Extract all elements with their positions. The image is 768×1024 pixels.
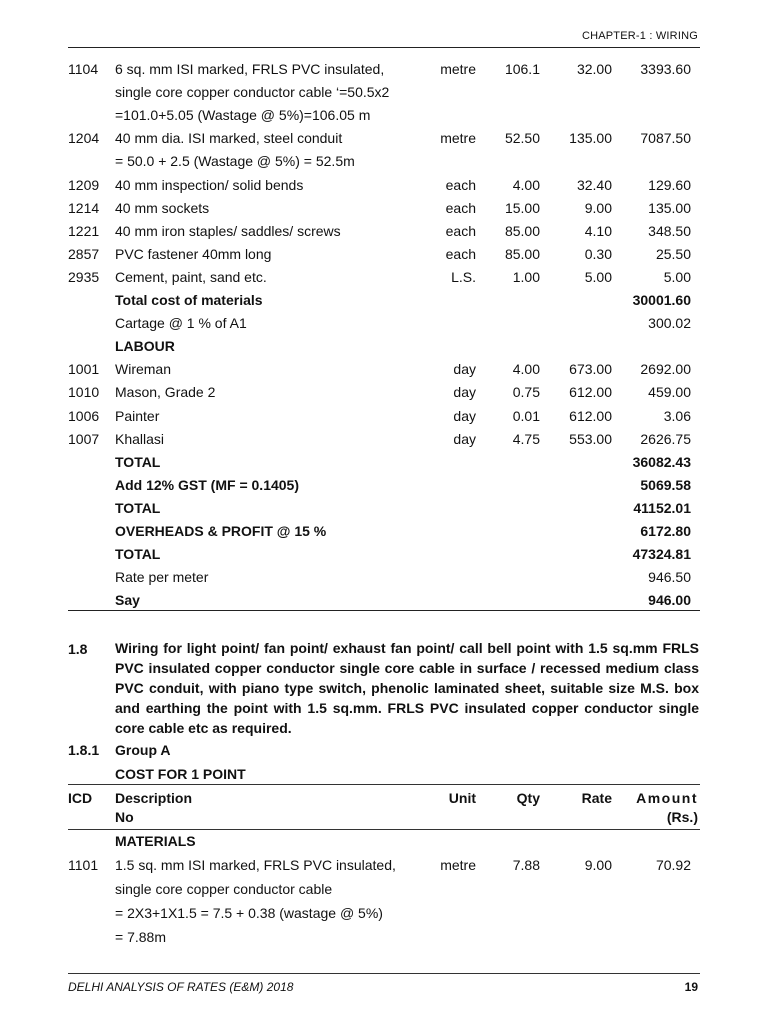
item-description: 40 mm dia. ISI marked, steel conduit: [115, 130, 343, 147]
item-rate: 553.00: [569, 430, 612, 447]
item-code: 1214: [68, 199, 100, 216]
item-amount: 300.02: [648, 315, 691, 332]
item-rate: 4.10: [584, 222, 612, 239]
table-header-bottom-rule: [68, 829, 700, 830]
item-description: 1.5 sq. mm ISI marked, FRLS PVC insulated,: [115, 857, 396, 873]
table-row: [0, 431, 768, 454]
item-description: Cement, paint, sand etc.: [115, 268, 267, 285]
item-amount: 36082.43: [632, 453, 691, 470]
col-header-amount-unit: (Rs.): [666, 809, 698, 825]
item-unit: day: [453, 384, 476, 401]
item-amount: 6172.80: [640, 523, 691, 539]
item-code: 1010: [68, 384, 100, 401]
item-rate: 9.00: [584, 199, 612, 216]
table-row: [0, 477, 768, 500]
item-rate: 9.00: [584, 857, 612, 873]
footer-title: DELHI ANALYSIS OF RATES (E&M) 2018: [68, 980, 294, 994]
item-qty: 0.75: [512, 384, 540, 401]
item-description: single core copper conductor cable ‘=50.5x2: [115, 84, 390, 101]
col-header-description: Description: [115, 790, 193, 806]
item-description: = 50.0 + 2.5 (Wastage @ 5%) = 52.5m: [115, 153, 355, 170]
item-description: =101.0+5.05 (Wastage @ 5%)=106.05 m: [115, 107, 371, 124]
item-unit: day: [453, 407, 476, 424]
item-qty: 85.00: [504, 245, 540, 262]
item-amount: 348.50: [648, 222, 691, 239]
item-code: 2935: [68, 268, 100, 285]
item-qty: 4.00: [512, 361, 540, 378]
header-rule: [68, 47, 700, 48]
table-row: [0, 500, 768, 523]
item-description: Painter: [115, 407, 160, 424]
item-amount: 946.00: [648, 592, 691, 609]
item-qty: 1.00: [512, 268, 540, 285]
table-row: [0, 857, 768, 880]
item-description: = 2X3+1X1.5 = 7.5 + 0.38 (wastage @ 5%): [115, 905, 383, 921]
item-description: 40 mm inspection/ solid bends: [115, 176, 304, 193]
table-row: [0, 130, 768, 153]
col-header-rate: Rate: [581, 790, 612, 806]
table-row: [0, 569, 768, 592]
item-description: Khallasi: [115, 430, 165, 447]
item-code: 1104: [68, 61, 99, 77]
item-description: LABOUR: [115, 338, 175, 355]
item-amount: 5069.58: [640, 476, 691, 493]
item-rate: 673.00: [569, 361, 612, 378]
item-description: TOTAL: [115, 453, 161, 470]
item-description: Say: [115, 592, 140, 609]
item-amount: 2692.00: [640, 361, 691, 378]
item-description: Add 12% GST (MF = 0.1405): [115, 476, 299, 493]
item-amount: 5.00: [663, 268, 691, 285]
item-code: 1001: [68, 361, 100, 378]
item-description: 40 mm iron staples/ saddles/ screws: [115, 222, 341, 239]
item-qty: 52.50: [504, 130, 540, 147]
item-rate: 32.40: [576, 176, 612, 193]
item-qty: 0.01: [512, 407, 540, 424]
item-qty: 85.00: [504, 222, 540, 239]
item-rate: 0.30: [584, 245, 612, 262]
item-rate: 32.00: [576, 61, 612, 77]
section-number: 1.8: [68, 641, 88, 657]
item-description: TOTAL: [115, 546, 161, 563]
table-row: [0, 315, 768, 338]
item-amount: 30001.60: [632, 292, 691, 308]
item-description: Total cost of materials: [115, 292, 263, 308]
item-amount: 129.60: [648, 176, 691, 193]
table-header-top-rule: [68, 784, 700, 785]
table-row: [0, 200, 768, 223]
item-qty: 15.00: [504, 199, 540, 216]
table-row: [0, 384, 768, 407]
item-unit: metre: [440, 857, 476, 873]
col-header-icd: ICD: [68, 790, 93, 806]
item-code: 1204: [68, 130, 100, 147]
item-description: Mason, Grade 2: [115, 384, 216, 401]
item-description: MATERIALS: [115, 833, 196, 849]
table-row: [0, 361, 768, 384]
item-description: Rate per meter: [115, 569, 209, 586]
item-amount: 946.50: [648, 569, 691, 586]
table-row: [0, 153, 768, 176]
item-unit: each: [445, 176, 476, 193]
item-unit: each: [445, 245, 476, 262]
item-code: 1209: [68, 176, 100, 193]
item-rate: 5.00: [584, 268, 612, 285]
item-unit: day: [453, 361, 476, 378]
table-row: [0, 454, 768, 477]
col-header-no: No: [115, 809, 134, 825]
item-code: 1221: [68, 222, 100, 239]
subsection-title: Group A: [115, 742, 171, 758]
item-qty: 4.00: [512, 176, 540, 193]
item-unit: each: [445, 199, 476, 216]
item-description: TOTAL: [115, 499, 161, 516]
table-row: [0, 292, 768, 315]
item-code: 2857: [68, 245, 100, 262]
item-unit: metre: [440, 130, 476, 147]
table-row: [0, 246, 768, 269]
item-amount: 70.92: [655, 857, 691, 873]
item-qty: 4.75: [512, 430, 540, 447]
item-amount: 3.06: [663, 407, 691, 424]
table-row: [0, 223, 768, 246]
table-row: [0, 177, 768, 200]
col-header-unit: Unit: [448, 790, 476, 806]
table-row: [0, 84, 768, 107]
col-header-amount: Amount: [636, 790, 698, 806]
footer-rule: [68, 973, 700, 974]
table-row: [0, 61, 768, 84]
item-description: Wireman: [115, 361, 172, 378]
table-row: [0, 546, 768, 569]
item-amount: 25.50: [655, 245, 691, 262]
table-row: [0, 905, 768, 928]
item-amount: 2626.75: [640, 430, 691, 447]
item-amount: 41152.01: [633, 499, 691, 516]
item-unit: metre: [440, 61, 476, 77]
item-code: 1101: [68, 857, 99, 873]
item-code: 1006: [68, 407, 100, 424]
table-row: [0, 408, 768, 431]
item-qty: 7.88: [512, 857, 540, 873]
item-description: = 7.88m: [115, 929, 166, 945]
item-rate: 135.00: [569, 130, 612, 147]
item-amount: 47324.81: [632, 546, 691, 563]
item-amount: 135.00: [648, 199, 691, 216]
cost-for-label: COST FOR 1 POINT: [115, 766, 246, 782]
table-row: [0, 881, 768, 904]
item-amount: 7087.50: [640, 130, 691, 147]
item-code: 1007: [68, 430, 100, 447]
item-amount: 459.00: [648, 384, 691, 401]
item-qty: 106.1: [504, 61, 540, 77]
table-row: [0, 833, 768, 856]
item-amount: 3393.60: [640, 61, 691, 77]
item-rate: 612.00: [569, 407, 612, 424]
item-description: OVERHEADS & PROFIT @ 15 %: [115, 523, 327, 539]
page-number: 19: [684, 980, 698, 994]
item-unit: day: [453, 430, 476, 447]
subsection-number: 1.8.1: [68, 742, 100, 758]
table-row: [0, 592, 768, 615]
table-row: [0, 929, 768, 952]
item-description: PVC fastener 40mm long: [115, 245, 272, 262]
table-end-rule: [68, 610, 700, 611]
table-row: [0, 107, 768, 130]
page-header: CHAPTER-1 : WIRING: [581, 30, 698, 42]
item-description: 6 sq. mm ISI marked, FRLS PVC insulated,: [115, 61, 385, 77]
table-row: [0, 523, 768, 546]
item-description: Cartage @ 1 % of A1: [115, 315, 247, 332]
item-description: single core copper conductor cable: [115, 881, 333, 897]
item-unit: L.S.: [451, 268, 476, 285]
item-unit: each: [445, 222, 476, 239]
col-header-qty: Qty: [516, 790, 540, 806]
table-row: [0, 269, 768, 292]
section-description: Wiring for light point/ fan point/ exhaust fan point/ call bell point with 1.5 sq.mm FRLS PVC insulated copper conductor single core cable in surface / recessed medium class PVC conduit, with piano type switch, phenolic laminated sheet, suitable size M.S. box and earthing the point with 1.5 sq.mm. FRLS PVC insulated copper conductor single core cable etc as required.: [115, 640, 699, 736]
table-row: [0, 338, 768, 361]
item-rate: 612.00: [569, 384, 612, 401]
item-description: 40 mm sockets: [115, 199, 210, 216]
